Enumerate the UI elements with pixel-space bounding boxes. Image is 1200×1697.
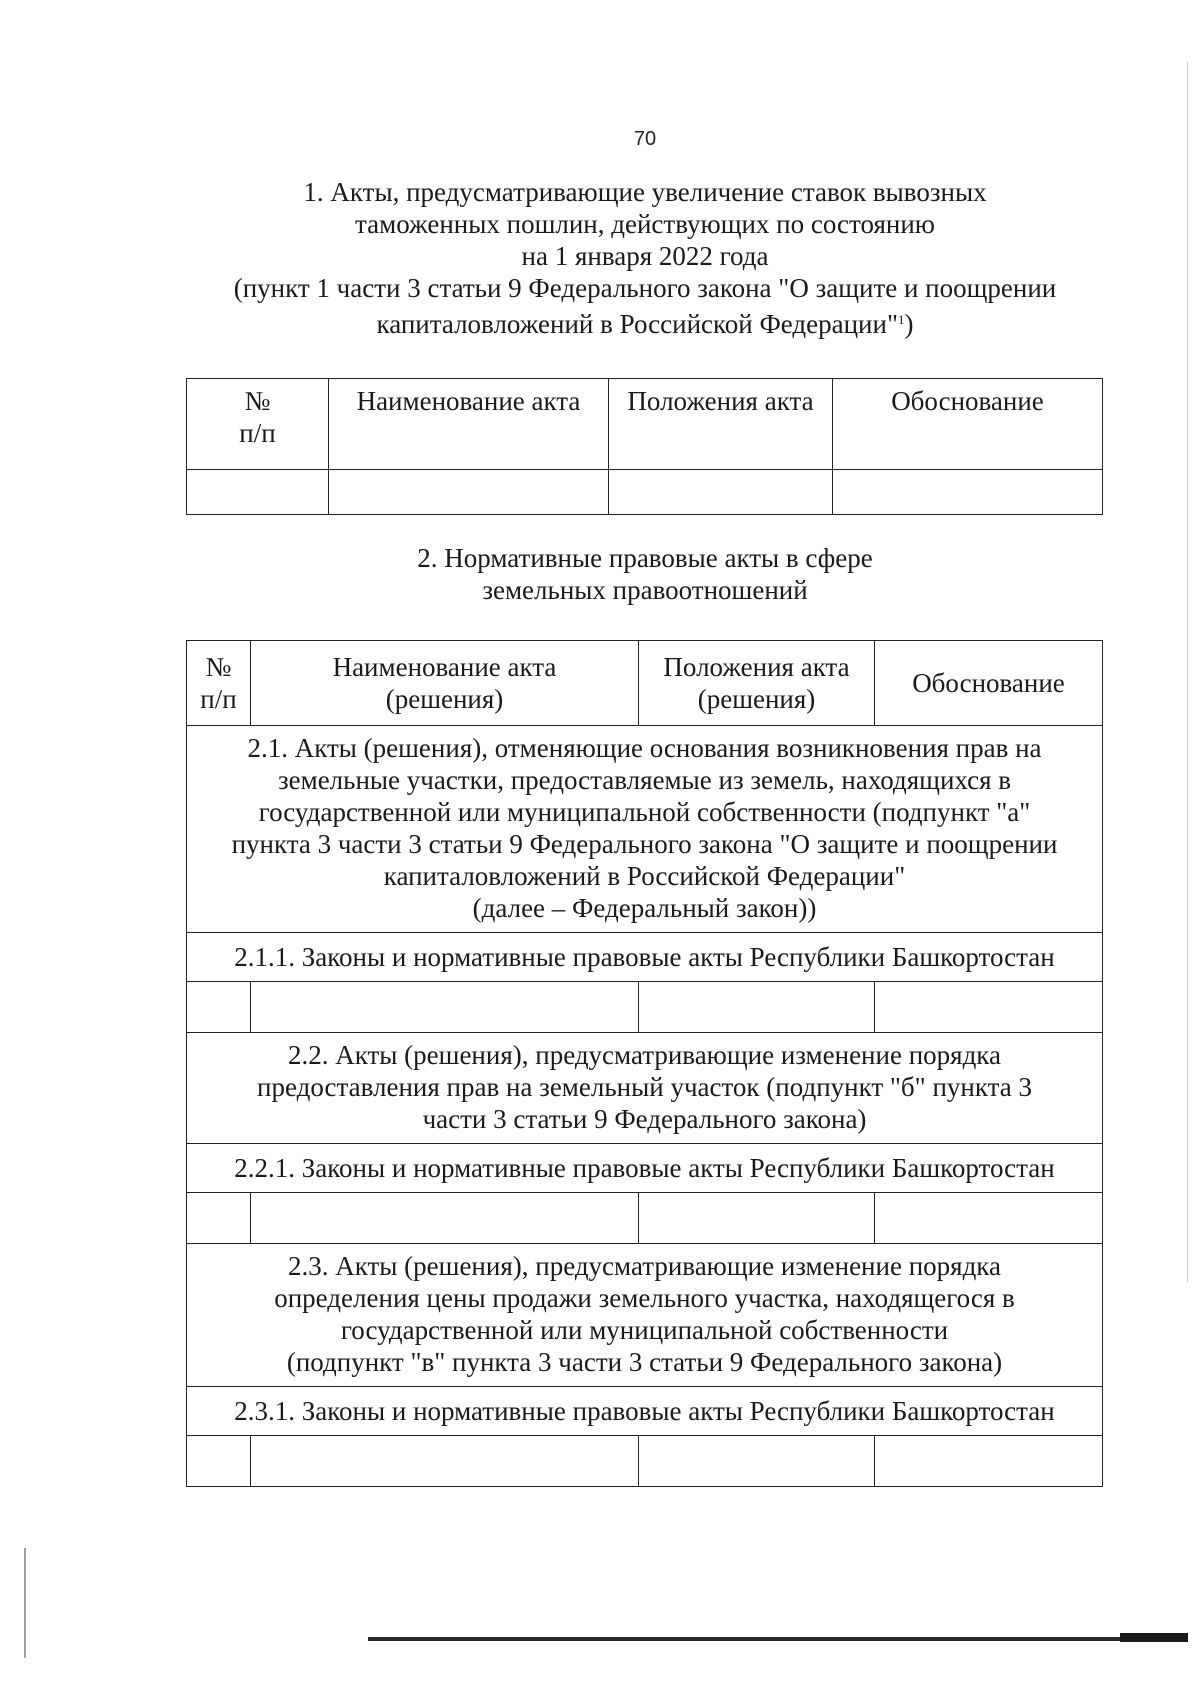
- table-row: [187, 982, 1103, 1033]
- subsection-title-line: капиталовложений в Российской Федерации": [383, 861, 906, 891]
- subsection-2-3-1-title: 2.3.1. Законы и нормативные правовые акты Республики Башкортостан: [187, 1387, 1103, 1436]
- subsection-title-line: пункта 3 части 3 статьи 9 Федерального закона "О защите и поощрении: [231, 829, 1058, 859]
- subsection-title-line: определения цены продажи земельного участка, находящегося в: [274, 1283, 1015, 1313]
- table-cell: [875, 982, 1103, 1033]
- subsection-title-row: [187, 726, 1103, 933]
- subsection-subtitle-row: [187, 933, 1103, 982]
- header-number: [187, 641, 251, 726]
- section2-title-line: 2. Нормативные правовые акты в сфере: [417, 543, 873, 573]
- subsection-title-line: земельные участки, предоставляемые из земель, находящихся в: [277, 765, 1012, 795]
- subsection-2-2-title: [187, 1033, 1103, 1144]
- header-number: [187, 379, 329, 470]
- scan-bottom-bar: [368, 1637, 1188, 1641]
- section1-title-line: таможенных пошлин, действующих по состоянию: [355, 209, 935, 239]
- table-row: [187, 470, 1103, 515]
- header-act-name: [251, 641, 639, 726]
- table-cell: [251, 1193, 639, 1244]
- header-provisions-line2: (решения): [697, 684, 816, 714]
- header-act-name: Наименование акта: [329, 379, 609, 470]
- section1-title-close: ): [904, 309, 914, 339]
- table-cell: [639, 982, 875, 1033]
- header-justification: Обоснование: [875, 641, 1103, 726]
- header-act-name-line2: (решения): [385, 684, 504, 714]
- subsection-subtitle-row: [187, 1387, 1103, 1436]
- table-cell: [329, 470, 609, 515]
- header-act-provisions: Положения акта: [609, 379, 833, 470]
- table-header-row: [187, 379, 1103, 470]
- subsection-2-1-1-title: 2.1.1. Законы и нормативные правовые акты Республики Башкортостан: [187, 933, 1103, 982]
- table-cell: [875, 1193, 1103, 1244]
- subsection-title-line: 2.1. Акты (решения), отменяющие основания возникновения прав на: [247, 733, 1042, 763]
- header-act-provisions: [639, 641, 875, 726]
- section1-title-line: 1. Акты, предусматривающие увеличение ставок вывозных: [303, 177, 987, 207]
- subsection-title-line: государственной или муниципальной собственности (подпункт "а": [258, 797, 1031, 827]
- table-cell: [875, 1436, 1103, 1487]
- header-provisions-line1: Положения акта: [663, 652, 850, 682]
- subsection-title-line: (подпункт "в" пункта 3 части 3 статьи 9 Федерального закона): [286, 1347, 1003, 1377]
- subsection-2-3-title: [187, 1244, 1103, 1387]
- header-justification: Обоснование: [833, 379, 1103, 470]
- subsection-title-line: предоставления прав на земельный участок (подпункт "б" пункта 3: [257, 1072, 1032, 1102]
- scan-edge-line: [1187, 62, 1188, 1282]
- table-cell: [251, 982, 639, 1033]
- section2-title: [150, 542, 1140, 606]
- section2-table: [186, 640, 1103, 1487]
- table-row: [187, 1436, 1103, 1487]
- page-number: 70: [633, 128, 657, 150]
- subsection-title-line: части 3 статьи 9 Федерального закона): [422, 1104, 867, 1134]
- header-number-line2: п/п: [200, 684, 237, 714]
- subsection-title-line: 2.2. Акты (решения), предусматривающие изменение порядка: [287, 1040, 1001, 1070]
- subsection-2-1-title: [187, 726, 1103, 933]
- subsection-subtitle-row: [187, 1144, 1103, 1193]
- subsection-title-line: 2.3. Акты (решения), предусматривающие изменение порядка: [287, 1251, 1001, 1281]
- section1-title-line-last: [150, 304, 1140, 340]
- subsection-title-line: (далее – Федеральный закон)): [472, 893, 817, 923]
- table-cell: [187, 1193, 251, 1244]
- table-cell: [833, 470, 1103, 515]
- scan-bottom-bar-end: [1120, 1633, 1188, 1642]
- table-cell: [187, 470, 329, 515]
- table-header-row: [187, 641, 1103, 726]
- section1-title-text: капиталовложений в Российской Федерации": [376, 309, 898, 339]
- table-cell: [639, 1193, 875, 1244]
- table-cell: [609, 470, 833, 515]
- header-act-name-line1: Наименование акта: [332, 652, 557, 682]
- header-number-line1: №: [244, 386, 271, 416]
- header-number-line2: п/п: [239, 418, 276, 448]
- header-number-line1: №: [205, 652, 232, 682]
- subsection-title-line: государственной или муниципальной собственности: [340, 1315, 949, 1345]
- section1-title: [150, 176, 1140, 340]
- subsection-title-row: [187, 1244, 1103, 1387]
- table-cell: [639, 1436, 875, 1487]
- section1-title-line: (пункт 1 части 3 статьи 9 Федерального закона "О защите и поощрении: [233, 273, 1057, 303]
- section2-title-line: земельных правоотношений: [482, 575, 808, 605]
- table-row: [187, 1193, 1103, 1244]
- section1-table: [186, 378, 1103, 515]
- scan-edge-line: [24, 1548, 26, 1658]
- subsection-2-2-1-title: 2.2.1. Законы и нормативные правовые акты Республики Башкортостан: [187, 1144, 1103, 1193]
- section1-title-line: на 1 января 2022 года: [521, 241, 769, 271]
- subsection-title-row: [187, 1033, 1103, 1144]
- table-cell: [187, 982, 251, 1033]
- table-cell: [251, 1436, 639, 1487]
- footnote-mark: 1: [897, 312, 905, 327]
- table-cell: [187, 1436, 251, 1487]
